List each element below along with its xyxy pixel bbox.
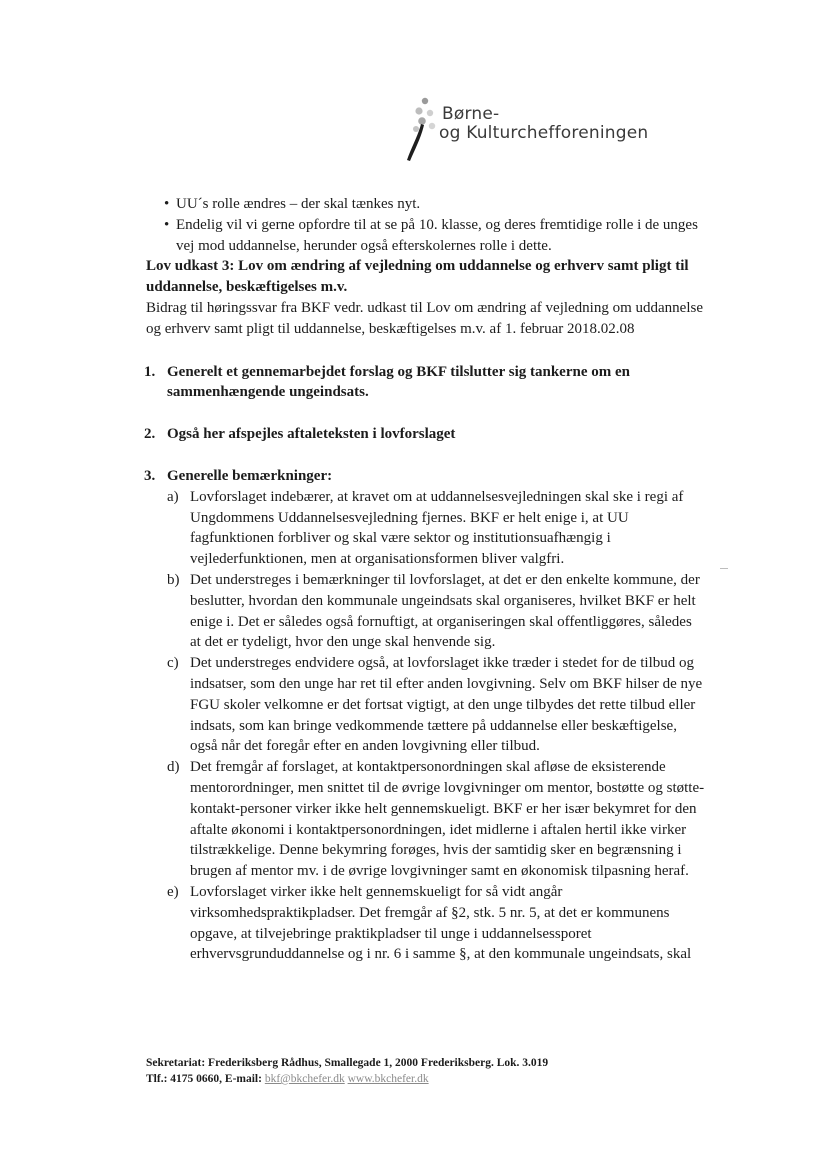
logo-line-2: og Kulturchefforeningen (439, 123, 649, 143)
remark-marker: b) (167, 571, 180, 588)
logo-line-1: Børne- (442, 104, 500, 124)
remark-text: Lovforslaget indebærer, at kravet om at uddannelsesvejledningen skal ske i regi af Ungdommens Uddannelsesvejledning fjernes. BKF er helt enige i, at UU fagfunktionen forbliver og skal være sektor og institutionsuafhængig i vejlederfunktionen, men at organisationsformen bliver valgfri. (190, 488, 684, 568)
section-number: 2. (144, 426, 156, 443)
section-number: 3. (144, 467, 156, 484)
bullet-item: • UU´s rolle ændres – der skal tænkes nyt. (146, 194, 706, 215)
remark-item (146, 882, 706, 965)
website-link[interactable]: www.bkchefer.dk (347, 1073, 429, 1085)
bullet-item: • Endelig vil vi gerne opfordre til at se på 10. klasse, og deres fremtidige rolle i de unges vej mod uddannelse, herunder også efterskolernes rolle i dette. (146, 215, 706, 257)
lov-intro: Bidrag til høringssvar fra BKF vedr. udkast til Lov om ændring af vejledning om uddannelse og erhverv samt pligt til uddannelse, beskæftigelses m.v. af 1. februar 2018.02.08 (146, 299, 703, 337)
remark-marker: d) (167, 759, 180, 776)
remark-marker: a) (167, 488, 179, 505)
remark-text: Det fremgår af forslaget, at kontaktpersonordningen skal afløse de eksisterende mentorordninger, men snittet til de øvrige lovgivninger om mentor, bostøtte og støtte-kontakt-personer virker ikke helt gennemskueligt. BKF er her især bekymret for den aftalte økonomi i kontaktpersonordningen, idet midlerne i aftalen hertil ikke virker tilstrækkelige. Denne bekymring forøges, hvis der samtidig sker en begrænsning i brugen af mentor mv. i de øvrige lovgivninger samt en økonomisk tilpasning heraf. (190, 759, 705, 880)
scan-mark (720, 568, 728, 569)
bullet-list (146, 194, 706, 256)
section-text: Generelt et gennemarbejdet forslag og BKF tilslutter sig tankerne om en sammenhængende ungeindsats. (167, 363, 630, 401)
footer-address: Sekretariat: Frederiksberg Rådhus, Smallegade 1, 2000 Frederiksberg. Lok. 3.019 (146, 1057, 549, 1069)
remark-marker: c) (167, 655, 179, 672)
section-text: Også her afspejles aftaleteksten i lovforslaget (167, 426, 456, 443)
section-3 (146, 466, 706, 487)
footer-contact (146, 1071, 746, 1087)
remark-marker: e) (167, 883, 179, 900)
email-link[interactable]: bkf@bkchefer.dk (264, 1073, 345, 1085)
remarks-list (146, 487, 706, 965)
footer (146, 1055, 746, 1087)
lov-heading: Lov udkast 3: Lov om ændring af vejledning om uddannelse og erhverv samt pligt til uddannelse, beskæftigelses m.v. (146, 258, 689, 296)
logo (396, 94, 656, 164)
logo-text (439, 104, 649, 143)
remark-item (146, 570, 706, 653)
figure-with-circles-icon (396, 94, 442, 164)
remark-item (146, 653, 706, 757)
remark-item (146, 487, 706, 570)
section-2 (146, 424, 706, 445)
remark-text: Det understreges i bemærkninger til lovforslaget, at det er den enkelte kommune, der beslutter, hvordan den kommunale ungeindsats skal organiseres, hvilket BKF er helt enige i. Det er således også fornuftigt, at organiseringen skal offentliggøres, således at det er tydeligt, hvor den unge skal henvende sig. (190, 571, 700, 651)
footer-phone: Tlf.: 4175 0660, E-mail: (146, 1073, 262, 1085)
remark-item (146, 757, 706, 882)
document-body (146, 194, 706, 965)
section-text: Generelle bemærkninger: (167, 467, 333, 484)
section-number: 1. (144, 363, 156, 380)
remark-text: Lovforslaget virker ikke helt gennemskueligt for så vidt angår virksomhedspraktikpladser. Det fremgår af §2, stk. 5 nr. 5, at det er kommunens opgave, at tilvejebringe praktikpladser til unge i uddannelsessporet erhvervsgrunduddannelse og i nr. 6 i samme §, at den kommunale ungeindsats, skal (190, 883, 692, 963)
remark-text: Det understreges endvidere også, at lovforslaget ikke træder i stedet for de tilbud og indsatser, som den unge har ret til efter anden lovgivning. Selv om BKF hilser de nye FGU skoler velkomne er det fortsat vigtigt, at den unge tilbydes det rette tilbud eller indsats, som kan bringe vedkommende tættere på uddannelse eller beskæftigelse, også når det foregår efter en anden lovgivning eller tilbud. (190, 655, 703, 755)
section-1 (146, 362, 706, 404)
